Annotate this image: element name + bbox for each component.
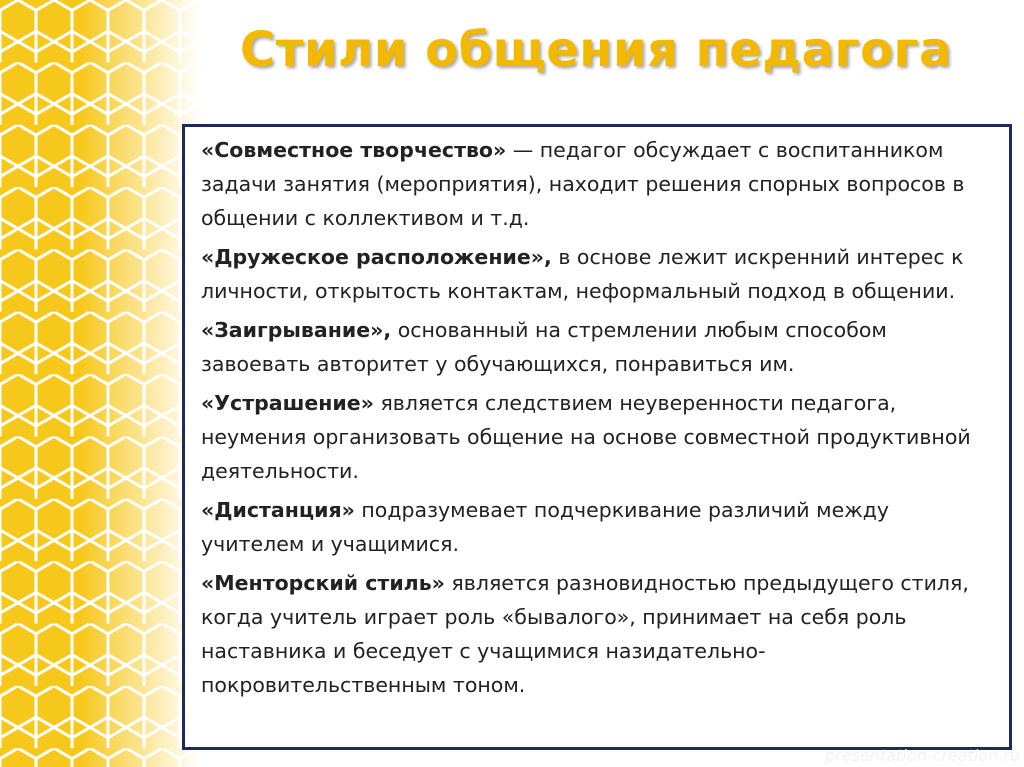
paragraph-text: основанный на стремлении любым способом завоевать авторитет у обучающихся, понравиться им. <box>201 318 887 376</box>
content-box <box>182 124 1012 750</box>
paragraph-text: подразумевает подчеркивание различий между учителем и учащимися. <box>201 498 889 556</box>
paragraph-intimidation <box>201 386 995 488</box>
paragraph-lead: «Совместное творчество» <box>201 138 507 162</box>
paragraph-text: в основе лежит искренний интерес к личности, открытость контактам, неформальный подход в общении. <box>201 245 964 303</box>
slide-title: Стили общения педагога <box>240 22 953 78</box>
paragraph-friendly-disposition <box>201 240 995 308</box>
paragraph-lead: «Устрашение» <box>201 391 374 415</box>
paragraph-text: является следствием неуверенности педагога, неумения организовать общение на основе совместной продуктивной деятельности. <box>201 391 971 483</box>
honeycomb-fade <box>0 0 200 767</box>
paragraph-lead: «Заигрывание», <box>201 318 392 342</box>
paragraph-lead: «Менторский стиль» <box>201 571 445 595</box>
paragraph-mentor-style <box>201 566 995 702</box>
paragraph-joint-creativity <box>201 133 995 235</box>
paragraph-text: — педагог обсуждает с воспитанником задачи занятия (мероприятия), находит решения спорных вопросов в общении с коллективом и т.д. <box>201 138 965 230</box>
watermark: presentation-creation.ru <box>825 746 1020 765</box>
paragraph-distance <box>201 493 995 561</box>
paragraph-text: является разновидностью предыдущего стиля, когда учитель играет роль «бывалого», принимает на себя роль наставника и беседует с учащимися назидательно-покровительственным тоном. <box>201 571 969 697</box>
paragraph-flirting <box>201 313 995 381</box>
paragraph-lead: «Дистанция» <box>201 498 355 522</box>
paragraph-lead: «Дружеское расположение», <box>201 245 552 269</box>
